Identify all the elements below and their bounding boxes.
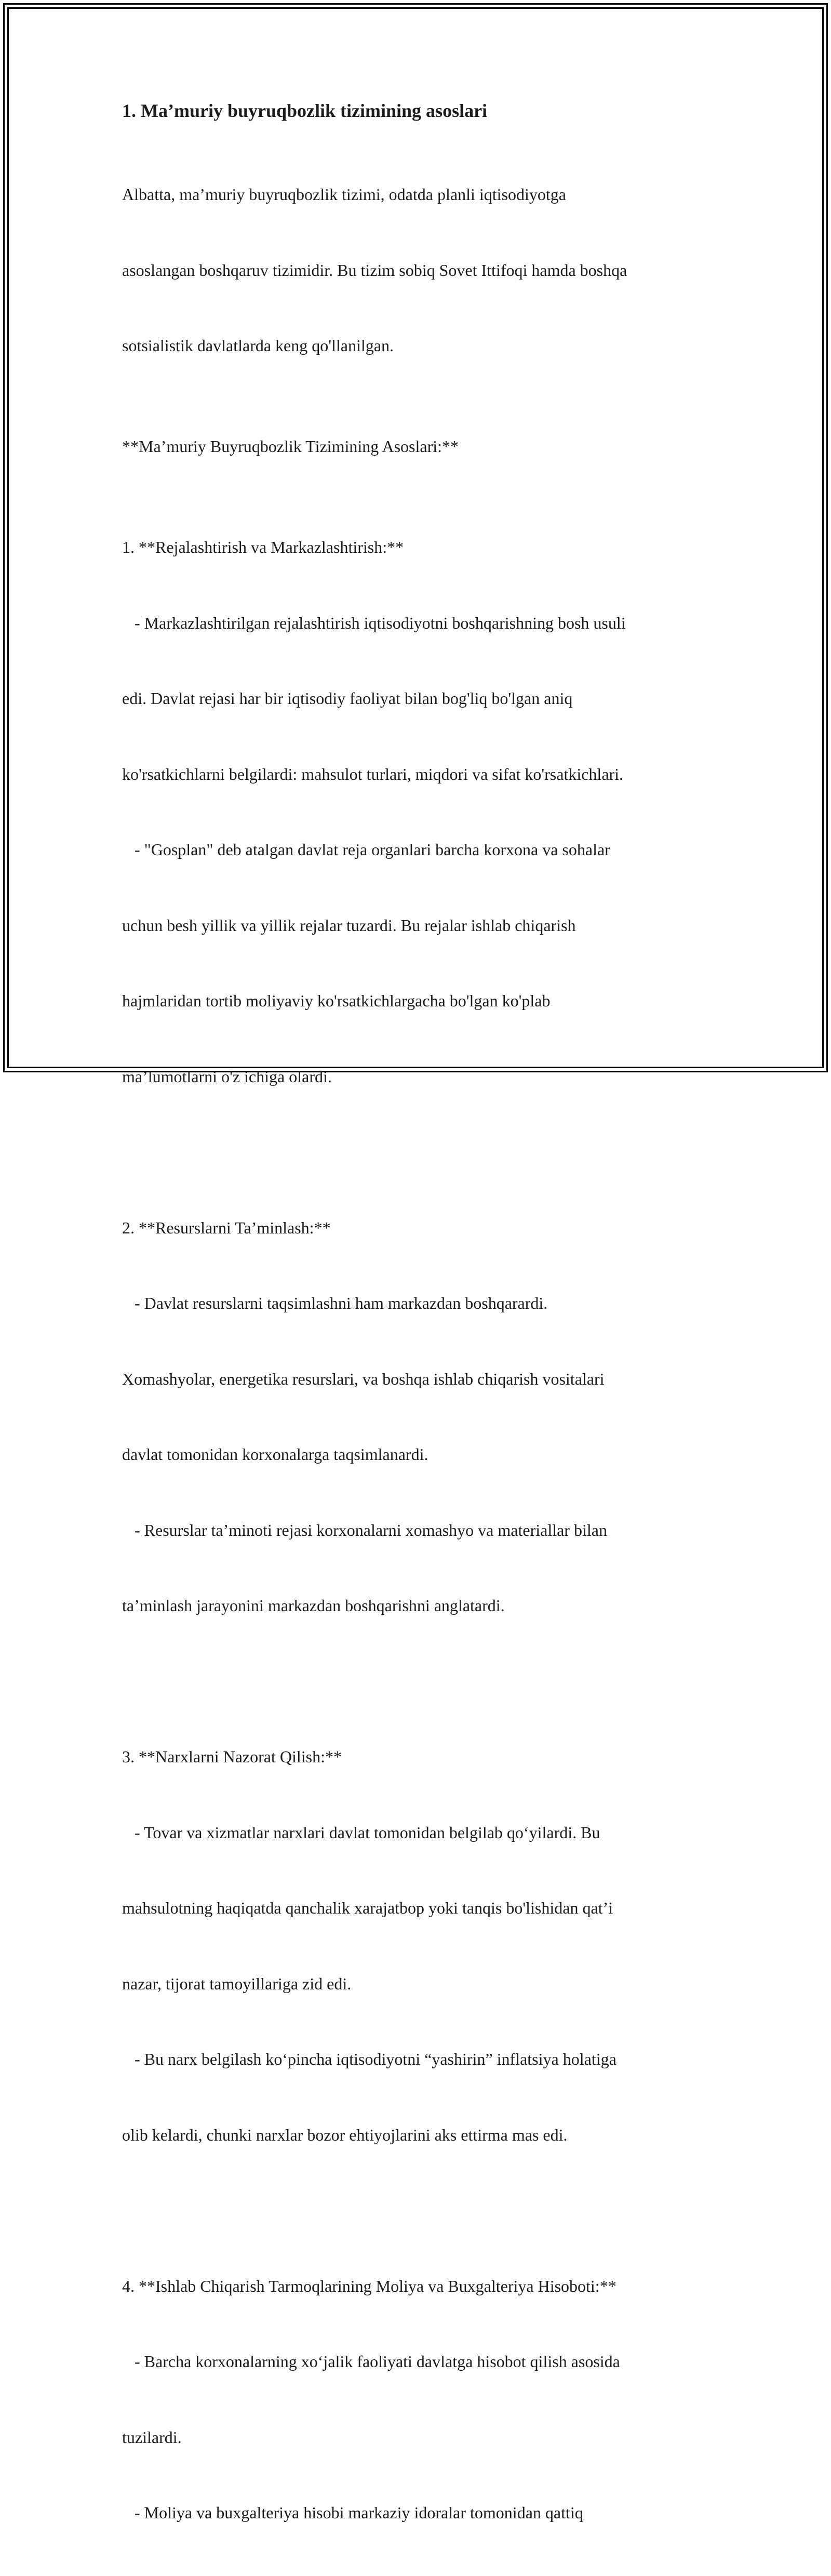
section-3 bbox=[122, 1694, 714, 2198]
section-heading: 2. **Resurslarni Ta’minlash:** bbox=[122, 1218, 331, 1237]
intro-line: Albatta, ma’muriy buyruqbozlik tizimi, odatda planli iqtisodiyotga bbox=[122, 185, 566, 204]
section-line: - Resurslar ta’minoti rejasi korxonalarni xomashyo va materiallar bilan bbox=[122, 1520, 607, 1539]
section-line: davlat tomonidan korxonalarga taqsimlanardi. bbox=[122, 1445, 428, 1464]
section-line: - "Gosplan" deb atalgan davlat reja organlari barcha korxona va sohalar bbox=[122, 840, 610, 859]
section-line: - Barcha korxonalarning xo‘jalik faoliyati davlatga hisobot qilish asosida bbox=[122, 2352, 620, 2371]
subheading: **Ma’muriy Buyruqbozlik Tizimining Asoslari:** bbox=[122, 437, 459, 456]
intro-line: sotsialistik davlatlarda keng qo'llanilgan. bbox=[122, 336, 394, 355]
section-line: nazar, tijorat tamoyillariga zid edi. bbox=[122, 1974, 352, 1993]
intro-line: asoslangan boshqaruv tizimidir. Bu tizim sobiq Sovet Ittifoqi hamda boshqa bbox=[122, 260, 627, 280]
section-heading: 4. **Ishlab Chiqarish Tarmoqlarining Moliya va Buxgalteriya Hisoboti:** bbox=[122, 2276, 616, 2295]
section-line: ko'rsatkichlarni belgilardi: mahsulot turlari, miqdori va sifat ko'rsatkichlari. bbox=[122, 764, 624, 784]
section-2 bbox=[122, 1165, 714, 1669]
section-line: - Markazlashtirilgan rejalashtirish iqtisodiyotni boshqarishning bosh usuli bbox=[122, 613, 626, 632]
section-line: ma’lumotlarni o'z ichiga olardi. bbox=[122, 1067, 332, 1086]
section-heading: 3. **Narxlarni Nazorat Qilish:** bbox=[122, 1747, 342, 1766]
section-line: tuzilardi. bbox=[122, 2427, 182, 2447]
section-line: - Bu narx belgilash ko‘pincha iqtisodiyotni “yashirin” inflatsiya holatiga bbox=[122, 2050, 616, 2068]
section-1 bbox=[122, 484, 714, 1139]
section-line: edi. Davlat rejasi har bir iqtisodiy faoliyat bilan bog'liq bo'lgan aniq bbox=[122, 689, 573, 708]
section-line: - Tovar va xizmatlar narxlari davlat tomonidan belgilab qo‘yilardi. Bu bbox=[122, 1823, 600, 1842]
section-heading: 1. **Rejalashtirish va Markazlashtirish:** bbox=[122, 538, 404, 556]
section-line: Xomashyolar, energetika resurslari, va boshqa ishlab chiqarish vositalari bbox=[122, 1369, 605, 1388]
document-title: 1. Ma’muriy buyruqbozlik tizimining asoslari bbox=[122, 100, 488, 121]
section-line: - Davlat resurslarni taqsimlashni ham markazdan boshqarardi. bbox=[122, 1294, 548, 1312]
section-4 bbox=[122, 2223, 714, 2576]
section-line: olib kelardi, chunki narxlar bozor ehtiyojlarini aks ettirma mas edi. bbox=[122, 2125, 568, 2144]
intro-paragraph bbox=[122, 131, 714, 409]
section-line: hajmlaridan tortib moliyaviy ko'rsatkichlargacha bo'lgan ko'plab bbox=[122, 991, 551, 1010]
section-line: ta’minlash jarayonini markazdan boshqarishni anglatardi. bbox=[122, 1596, 505, 1615]
section-line: mahsulotning haqiqatda qanchalik xarajatbop yoki tanqis bo'lishidan qat’i bbox=[122, 1898, 613, 1917]
document-body bbox=[122, 96, 714, 2576]
section-line: - Moliya va buxgalteriya hisobi markaziy idoralar tomonidan qattiq bbox=[122, 2503, 583, 2522]
section-line: uchun besh yillik va yillik rejalar tuzardi. Bu rejalar ishlab chiqarish bbox=[122, 915, 576, 935]
